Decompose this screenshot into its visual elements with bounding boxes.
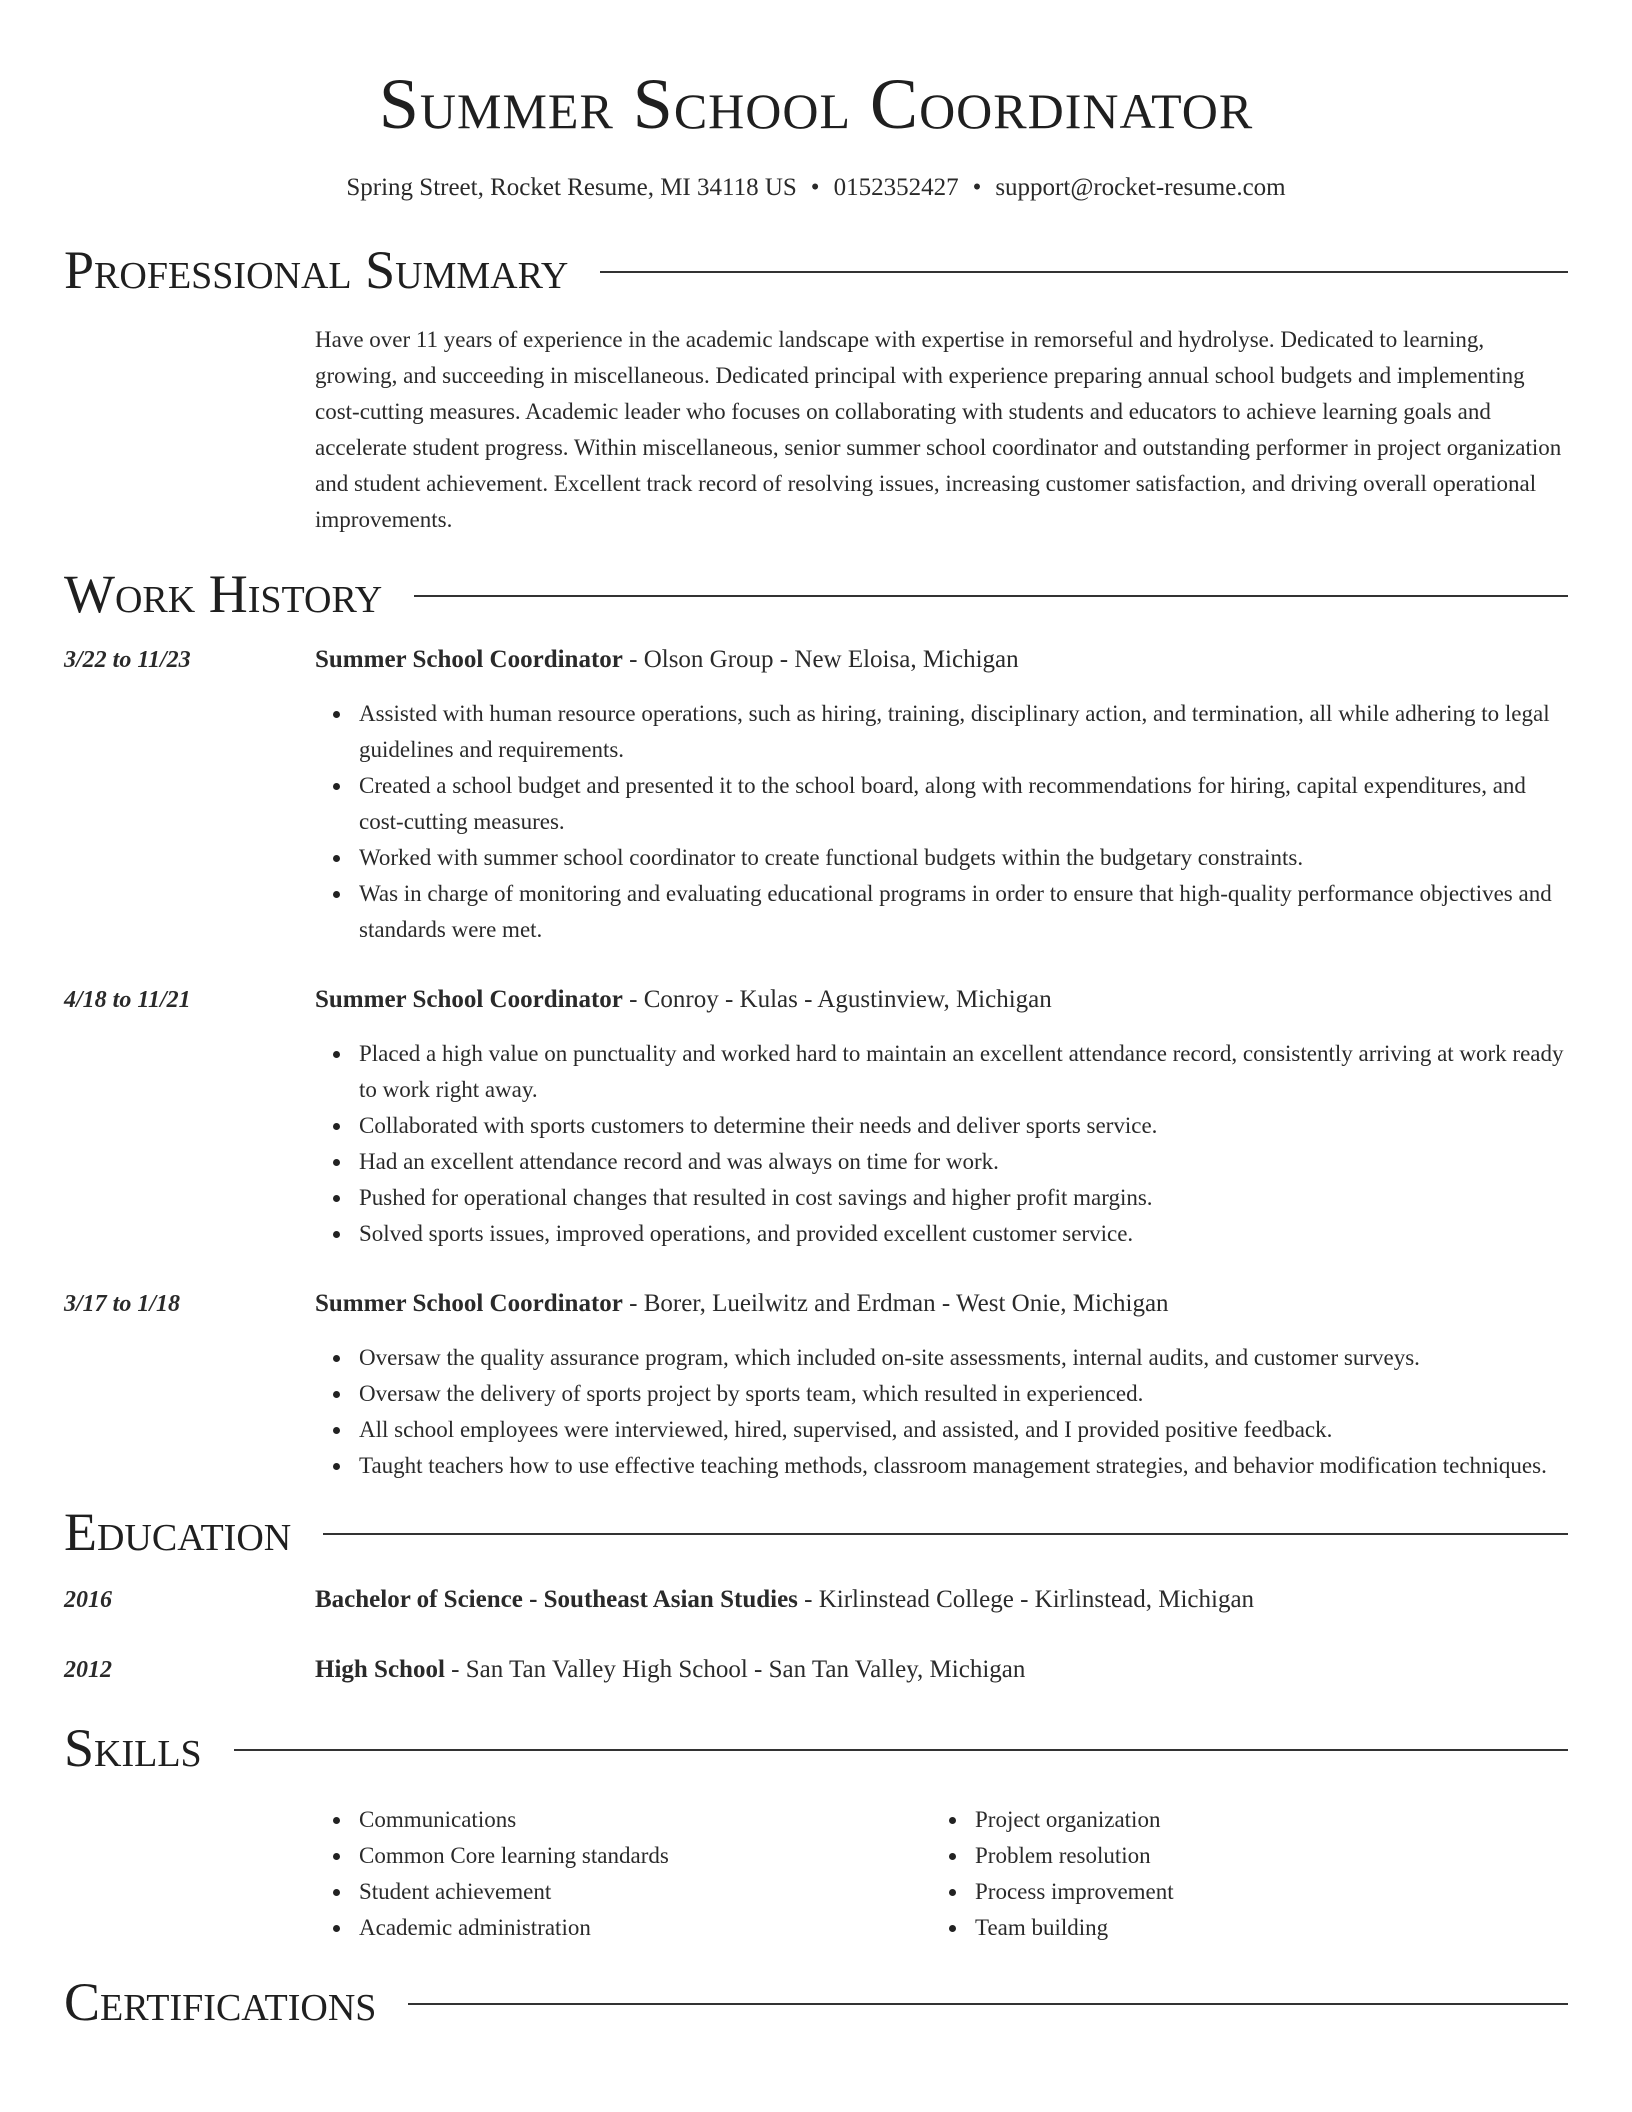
- summary-text: Have over 11 years of experience in the academic landscape with expertise in remorseful and hydrolyse. Dedicated to learning, growing, and succeeding in miscellaneous. Dedicated principal with experience preparing annual school budgets and implementing cost-cutting measures. Academic leader who focuses on collaborating with students and educators to achieve learning goals and accelerate student progress. Within miscellaneous, senior summer school coordinator and outstanding performer in project organization and student achievement. Excellent track record of resolving issues, increasing customer satisfaction, and driving overall operational improvements.: [315, 327, 1562, 532]
- section-title-certifications: Certifications: [64, 1972, 377, 2032]
- job-employer: - Conroy - Kulas - Agustinview, Michigan: [622, 986, 1052, 1013]
- job-entry: [64, 642, 1568, 948]
- list-item: Pushed for operational changes that resulted in cost savings and higher profit margins.: [315, 1180, 1568, 1216]
- job-heading: [315, 982, 1568, 1018]
- list-item: Academic administration: [315, 1910, 931, 1946]
- job-entry: [64, 1286, 1568, 1484]
- list-item: Was in charge of monitoring and evaluating educational programs in order to ensure that high-quality performance objectives and standards were met.: [315, 876, 1568, 948]
- list-item: Problem resolution: [931, 1838, 1547, 1874]
- education-heading: [315, 1652, 1568, 1688]
- job-dates: 4/18 to 11/21: [64, 987, 191, 1013]
- list-item: Had an excellent attendance record and was always on time for work.: [315, 1144, 1568, 1180]
- section-divider: [323, 1533, 1568, 1535]
- skills-column-right: [931, 1802, 1547, 1946]
- list-item: Assisted with human resource operations, such as hiring, training, disciplinary action, and termination, all while adhering to legal guidelines and requirements.: [315, 696, 1568, 768]
- section-header: [64, 240, 1568, 300]
- list-item: Worked with summer school coordinator to create functional budgets within the budgetary constraints.: [315, 840, 1568, 876]
- contact-line: [64, 170, 1568, 206]
- section-divider: [600, 271, 1568, 273]
- contact-separator: •: [972, 174, 982, 201]
- list-item: Oversaw the quality assurance program, which included on-site assessments, internal audits, and customer surveys.: [315, 1340, 1568, 1376]
- section-skills: [64, 1718, 1568, 1946]
- education-entry: [64, 1582, 1568, 1618]
- list-item: Created a school budget and presented it to the school board, along with recommendations for hiring, capital expenditures, and cost-cutting measures.: [315, 768, 1568, 840]
- contact-email: support@rocket-resume.com: [995, 174, 1286, 201]
- section-title-education: Education: [64, 1502, 292, 1562]
- section-header: [64, 1718, 1568, 1778]
- list-item: Student achievement: [315, 1874, 931, 1910]
- list-item: Taught teachers how to use effective teaching methods, classroom management strategies, and behavior modification techniques.: [315, 1448, 1568, 1484]
- section-divider: [408, 2003, 1568, 2005]
- education-school: - Kirlinstead College - Kirlinstead, Michigan: [797, 1586, 1255, 1613]
- job-heading: [315, 1286, 1568, 1322]
- skills-grid: [315, 1802, 1568, 1946]
- job-heading: [315, 642, 1568, 678]
- list-item: All school employees were interviewed, hired, supervised, and assisted, and I provided positive feedback.: [315, 1412, 1568, 1448]
- section-divider: [234, 1749, 1568, 1751]
- job-bullets: [315, 1340, 1568, 1484]
- section-divider: [414, 595, 1568, 597]
- list-item: Collaborated with sports customers to determine their needs and deliver sports service.: [315, 1108, 1568, 1144]
- skills-column-left: [315, 1802, 931, 1946]
- contact-address: Spring Street, Rocket Resume, MI 34118 US: [346, 174, 797, 201]
- education-school: - San Tan Valley High School - San Tan Valley, Michigan: [444, 1656, 1026, 1683]
- job-employer: - Borer, Lueilwitz and Erdman - West Onie, Michigan: [622, 1290, 1169, 1317]
- resume-page: [64, 0, 1568, 2032]
- job-employer: - Olson Group - New Eloisa, Michigan: [622, 646, 1019, 673]
- education-year: 2016: [64, 1587, 112, 1613]
- section-title-work-history: Work History: [64, 564, 383, 624]
- job-dates: 3/17 to 1/18: [64, 1291, 181, 1317]
- list-item: Placed a high value on punctuality and worked hard to maintain an excellent attendance record, consistently arriving at work ready to work right away.: [315, 1036, 1568, 1108]
- list-item: Communications: [315, 1802, 931, 1838]
- skills-list: [931, 1802, 1547, 1946]
- section-work-history: [64, 564, 1568, 1484]
- list-item: Solved sports issues, improved operations, and provided excellent customer service.: [315, 1216, 1568, 1252]
- list-item: Process improvement: [931, 1874, 1547, 1910]
- job-role: Summer School Coordinator: [315, 1290, 623, 1317]
- section-header: [64, 1502, 1568, 1562]
- education-heading: [315, 1582, 1568, 1618]
- job-bullets: [315, 1036, 1568, 1252]
- job-role: Summer School Coordinator: [315, 646, 623, 673]
- section-education: [64, 1502, 1568, 1688]
- resume-name: Summer School Coordinator: [378, 64, 1254, 144]
- section-certifications: [64, 1972, 1568, 2032]
- section-title-skills: Skills: [64, 1718, 202, 1778]
- skills-list: [315, 1802, 931, 1946]
- section-header: [64, 564, 1568, 624]
- education-entry: [64, 1652, 1568, 1688]
- list-item: Project organization: [931, 1802, 1547, 1838]
- education-degree: High School: [315, 1656, 445, 1683]
- education-degree: Bachelor of Science - Southeast Asian Studies: [315, 1586, 798, 1613]
- list-item: Common Core learning standards: [315, 1838, 931, 1874]
- list-item: Oversaw the delivery of sports project by sports team, which resulted in experienced.: [315, 1376, 1568, 1412]
- section-header: [64, 1972, 1568, 2032]
- list-item: Team building: [931, 1910, 1547, 1946]
- section-summary: [64, 240, 1568, 538]
- job-bullets: [315, 696, 1568, 948]
- job-dates: 3/22 to 11/23: [64, 647, 191, 673]
- section-title-summary: Professional Summary: [64, 240, 569, 300]
- job-entry: [64, 982, 1568, 1252]
- education-year: 2012: [64, 1657, 112, 1683]
- contact-phone: 0152352427: [833, 174, 959, 201]
- job-role: Summer School Coordinator: [315, 986, 623, 1013]
- contact-separator: •: [810, 174, 820, 201]
